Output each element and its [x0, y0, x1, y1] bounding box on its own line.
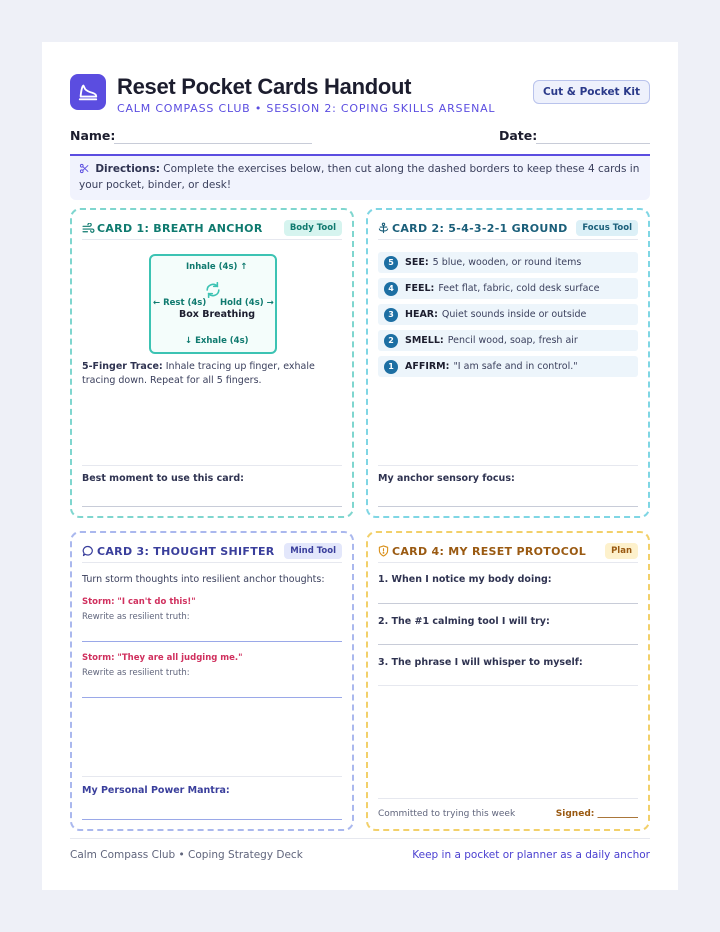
divider — [82, 776, 342, 777]
sense-item-feel: 4 FEEL: Feet flat, fabric, cold desk surface — [378, 278, 638, 299]
mind-tool-tag: Mind Tool — [284, 543, 342, 559]
directions-box — [70, 154, 650, 200]
best-moment-label: Best moment to use this card: — [82, 473, 244, 484]
shield-icon — [378, 545, 389, 560]
footer-left-text: Calm Compass Club • Coping Strategy Deck — [70, 849, 303, 861]
directions-label: Directions: — [95, 163, 160, 175]
scissors-icon — [79, 163, 90, 178]
sense-item-hear: 3 HEAR: Quiet sounds inside or outside — [378, 304, 638, 325]
page-subtitle: CALM COMPASS CLUB • SESSION 2: COPING SKILLS ARSENAL — [117, 102, 496, 115]
sensory-focus-label: My anchor sensory focus: — [378, 473, 515, 484]
body-tool-tag: Body Tool — [284, 220, 342, 236]
focus-tool-tag: Focus Tool — [576, 220, 638, 236]
card-title: CARD 2: 5-4-3-2-1 GROUND — [378, 222, 568, 237]
card-header — [82, 543, 342, 563]
name-field[interactable] — [114, 143, 312, 144]
power-mantra-field[interactable] — [82, 819, 342, 820]
card-title: CARD 3: THOUGHT SHIFTER — [82, 545, 275, 560]
thought-intro: Turn storm thoughts into resilient anchor thoughts: — [82, 574, 325, 585]
anchor-icon — [378, 222, 389, 237]
plan-tag: Plan — [605, 543, 638, 559]
step-number: 3 — [384, 308, 398, 322]
exhale-label: ↓ Exhale (4s) — [185, 336, 249, 346]
page-title: Reset Pocket Cards Handout — [117, 74, 412, 99]
header — [70, 74, 650, 130]
protocol-question: 2. The #1 calming tool I will try: — [378, 616, 550, 627]
storm-thought: Storm: "They are all judging me." — [82, 653, 243, 663]
directions-text: Complete the exercises below, then cut along the dashed borders to keep these 4 cards in your pocket, binder, or desk! — [79, 163, 640, 191]
power-mantra-label: My Personal Power Mantra: — [82, 785, 230, 796]
card-title: CARD 1: BREATH ANCHOR — [82, 222, 263, 237]
card-reset-protocol — [366, 531, 650, 831]
card-breath-anchor — [70, 208, 354, 518]
card-header — [82, 220, 342, 240]
rewrite-label: Rewrite as resilient truth: — [82, 668, 190, 678]
best-moment-field[interactable] — [82, 506, 342, 507]
card-grounding — [366, 208, 650, 518]
speech-bubble-icon — [82, 545, 94, 560]
sense-item-see: 5 SEE: 5 blue, wooden, or round items — [378, 252, 638, 273]
step-number: 1 — [384, 360, 398, 374]
box-breathing-diagram — [149, 254, 277, 354]
hold-label: Hold (4s) → — [220, 298, 274, 308]
cycle-icon — [204, 282, 222, 302]
step-number: 2 — [384, 334, 398, 348]
divider — [378, 465, 638, 466]
protocol-answer-field[interactable] — [378, 603, 638, 604]
date-label: Date: — [499, 128, 538, 143]
finger-trace-text: 5-Finger Trace: Inhale tracing up finger, exhale tracing down. Repeat for all 5 fingers. — [82, 361, 315, 386]
box-breathing-label: Box Breathing — [179, 309, 256, 320]
cut-pocket-kit-button[interactable]: Cut & Pocket Kit — [533, 80, 650, 104]
protocol-question: 1. When I notice my body doing: — [378, 574, 552, 585]
rest-label: ← Rest (4s) — [153, 298, 207, 308]
name-date-row — [70, 128, 650, 150]
storm-thought: Storm: "I can't do this!" — [82, 597, 196, 607]
signature-field[interactable]: Signed: _________ — [555, 809, 638, 819]
sensory-focus-field[interactable] — [378, 506, 638, 507]
sneaker-icon — [70, 74, 106, 110]
rewrite-label: Rewrite as resilient truth: — [82, 612, 190, 622]
rewrite-field[interactable] — [82, 697, 342, 698]
protocol-question: 3. The phrase I will whisper to myself: — [378, 657, 583, 668]
divider — [82, 465, 342, 466]
name-label: Name: — [70, 128, 116, 143]
footer-right-text: Keep in a pocket or planner as a daily anchor — [412, 849, 650, 861]
card-header — [378, 220, 638, 240]
step-number: 5 — [384, 256, 398, 270]
sense-item-smell: 2 SMELL: Pencil wood, soap, fresh air — [378, 330, 638, 351]
handout-sheet — [42, 42, 678, 890]
rewrite-field[interactable] — [82, 641, 342, 642]
card-header — [378, 543, 638, 563]
card-thought-shifter — [70, 531, 354, 831]
wind-icon — [82, 223, 95, 237]
step-number: 4 — [384, 282, 398, 296]
sense-item-affirm: 1 AFFIRM: "I am safe and in control." — [378, 356, 638, 377]
date-field[interactable] — [536, 143, 650, 144]
card-title: CARD 4: MY RESET PROTOCOL — [378, 545, 586, 560]
protocol-answer-field[interactable] — [378, 685, 638, 686]
divider — [378, 798, 638, 799]
commitment-text: Committed to trying this week — [378, 809, 516, 819]
protocol-answer-field[interactable] — [378, 644, 638, 645]
inhale-label: Inhale (4s) ↑ — [186, 262, 248, 272]
page-footer — [70, 838, 650, 868]
